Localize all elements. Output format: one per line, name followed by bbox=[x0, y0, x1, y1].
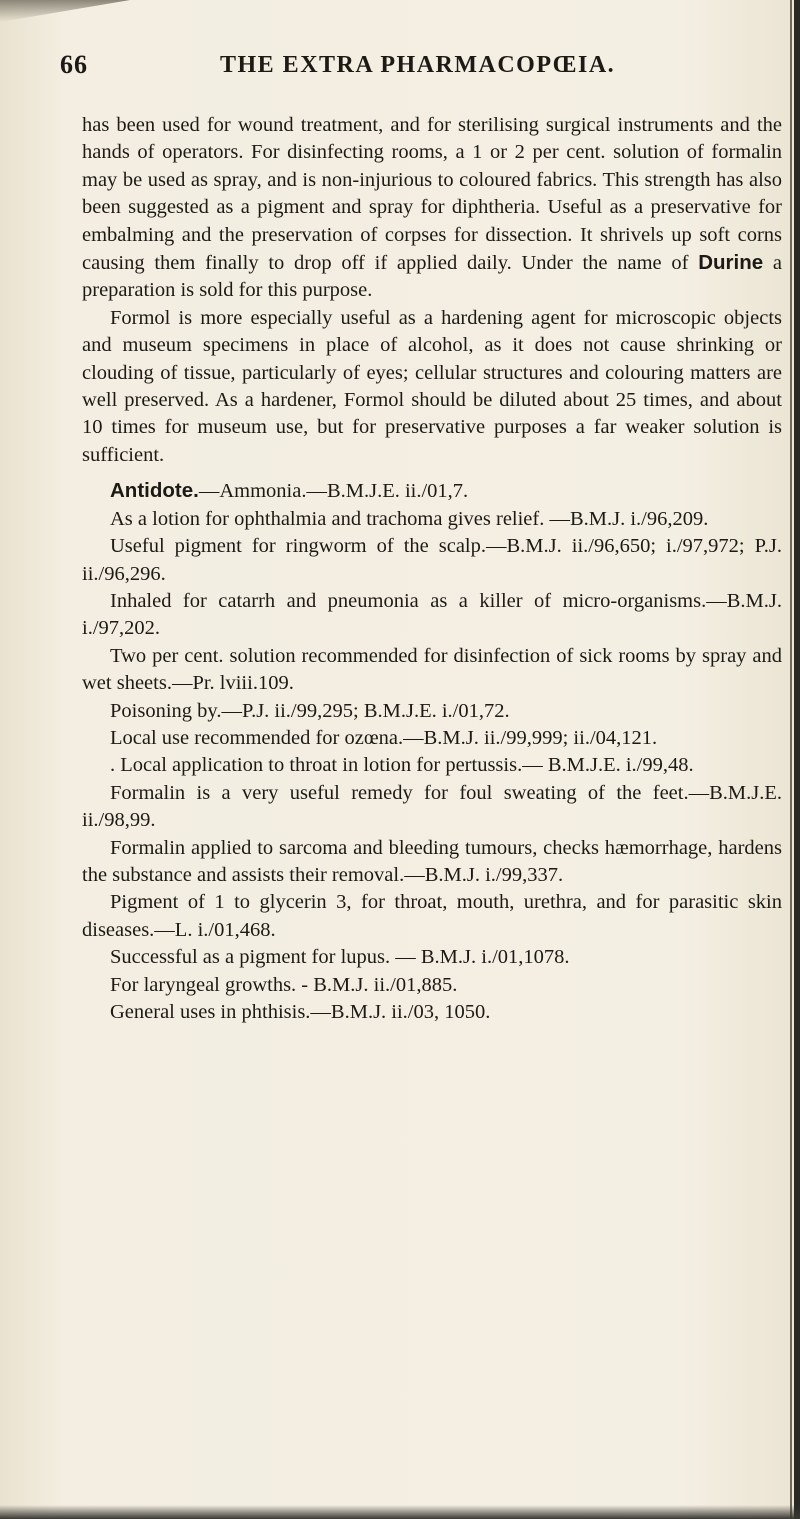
page-header bbox=[60, 50, 740, 90]
paragraph-formol: Formol is more especially useful as a hardening agent for microscopic objects and museum specimens in place of alcohol, as it does not cause shrinking or clouding of tissue, particularly of eyes; cellular structures and colouring matters are well preserved. As a hardener, Formol should be diluted about 25 times, and about 10 times for museum use, but for preservative purposes a far weaker solution is sufficient. bbox=[82, 306, 782, 466]
page-number: 66 bbox=[60, 50, 88, 79]
reference-entry: For laryngeal growths. - B.M.J. ii./01,885. bbox=[110, 973, 458, 996]
paragraph-text: a preparation is sold for this purpose. bbox=[82, 252, 782, 302]
page-edge-right bbox=[794, 0, 800, 1519]
reference-entry: Formalin applied to sarcoma and bleeding tumours, checks hæmorrhage, hardens the substance and assists their removal.—B.M.J. i./99,337. bbox=[82, 836, 782, 886]
reference-entry: Local use recommended for ozœna.—B.M.J. ii./99,999; ii./04,121. bbox=[110, 726, 658, 749]
reference-entry: General uses in phthisis.—B.M.J. ii./03, 1050. bbox=[110, 1001, 491, 1023]
paragraph-formalin-uses bbox=[82, 112, 782, 305]
reference-entry: Poisoning by.—P.J. ii./99,295; B.M.J.E. i./01,72. bbox=[110, 699, 510, 722]
antidote-text: —Ammonia.—B.M.J.E. ii./01,7. bbox=[198, 480, 469, 503]
reference-entry: Successful as a pigment for lupus. — B.M.J. i./01,1078. bbox=[110, 946, 570, 969]
paragraph-text: has been used for wound treatment, and for sterilising surgical instruments and the hands of operators. For disinfecting rooms, a 1 or 2 per cent. solution of formalin may be used as spray, and is non-injurious to coloured fabrics. This strength has also been suggested as a pigment and spray for diphtheria. Useful as a preservative for embalming and the preservation of corpses for dissection. It shrivels up soft corns causing them finally to drop off if applied daily. Under the name of bbox=[82, 114, 782, 275]
reference-entry: Pigment of 1 to glycerin 3, for throat, mouth, urethra, and for parasitic skin diseases.—L. i./01,468. bbox=[82, 891, 782, 941]
reference-entry: Formalin is a very useful remedy for foul sweating of the feet.—B.M.J.E. ii./98,99. bbox=[82, 781, 782, 832]
page-edge-bottom bbox=[0, 1505, 800, 1519]
running-head: THE EXTRA PHARMACOPŒIA. bbox=[220, 52, 616, 78]
reference-entry: As a lotion for ophthalmia and trachoma gives relief. —B.M.J. i./96,209. bbox=[110, 507, 709, 530]
page-corner-shadow bbox=[0, 0, 130, 22]
reference-entry: Two per cent. solution recommended for disinfection of sick rooms by spray and wet sheets.—Pr. lviii.109. bbox=[82, 644, 782, 695]
antidote-entry bbox=[82, 477, 782, 505]
durine-term: Durine bbox=[698, 251, 764, 275]
reference-entry: Inhaled for catarrh and pneumonia as a killer of micro-organisms.—B.M.J. i./97,202. bbox=[82, 589, 782, 640]
antidote-label: Antidote. bbox=[110, 479, 199, 503]
reference-entry: Useful pigment for ringworm of the scalp.—B.M.J. ii./96,650; i./97,972; P.J. ii./96,296. bbox=[82, 535, 782, 585]
body-text bbox=[82, 112, 782, 1026]
page-edge-line bbox=[790, 0, 792, 1519]
reference-entry: . Local application to throat in lotion for pertussis.— B.M.J.E. i./99,48. bbox=[110, 754, 694, 777]
